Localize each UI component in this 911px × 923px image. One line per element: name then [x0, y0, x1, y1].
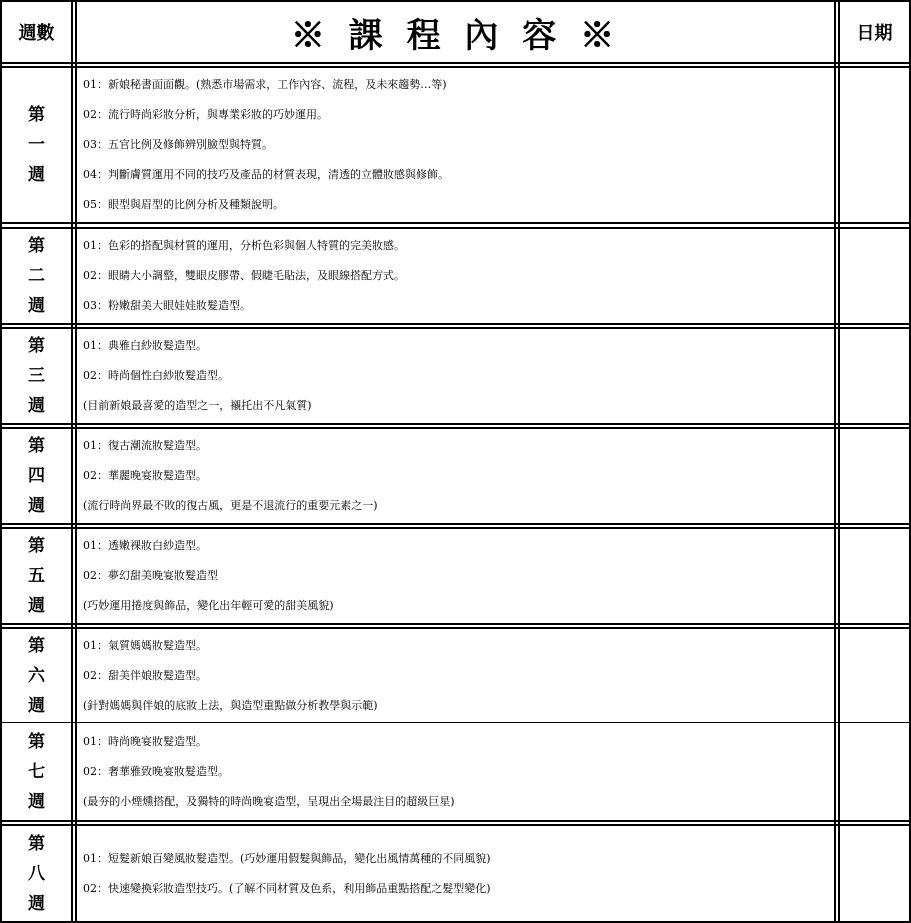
column-divider: [834, 0, 836, 923]
content-line: 01：色彩的搭配與材質的運用，分析色彩與個人特質的完美妝感。: [83, 239, 405, 252]
content-line: 01：復古潮流妝髮造型。: [83, 439, 207, 452]
week-4-date-cell: [840, 429, 909, 523]
column-divider: [71, 0, 73, 923]
week-5-label: 第 五 週: [28, 536, 45, 616]
content-line: (最夯的小煙燻搭配，及獨特的時尚晚宴造型，呈現出全場最注目的超級巨星): [83, 794, 455, 808]
week-2-content: [77, 229, 834, 323]
date-column-header: 日期: [856, 23, 893, 44]
week-8-date-cell: [840, 826, 909, 921]
content-line: 03：粉嫩甜美大眼娃娃妝髮造型。: [83, 299, 251, 312]
week-1-label: 第 一 週: [28, 105, 45, 185]
content-line: 02：甜美伴娘妝髮造型。: [83, 668, 207, 682]
content-line: 01：透嫩裸妝白紗造型。: [83, 539, 207, 552]
week-2-date-cell: [840, 229, 909, 323]
week-6-date-cell: [840, 629, 909, 722]
week-7-label: 第 七 週: [28, 731, 45, 812]
row-divider: [0, 523, 911, 525]
week-5-date-cell: [840, 529, 909, 623]
week-4-content: [77, 429, 834, 523]
course-content-title: ※ 課 程 內 容 ※: [290, 15, 621, 56]
content-line: 01：時尚晚宴妝髮造型。: [83, 734, 207, 748]
content-line: 02：眼睛大小調整，雙眼皮膠帶、假睫毛貼法，及眼線搭配方式。: [83, 269, 405, 282]
week-column-header: 週數: [18, 23, 55, 44]
row-divider: [0, 62, 911, 64]
content-line: 01：短髮新娘百變風妝髮造型。(巧妙運用假髮與飾品，變化出風情萬種的不同風貌): [83, 851, 491, 865]
week-3-label: 第 三 週: [28, 336, 45, 416]
content-line: 01：氣質媽媽妝髮造型。: [83, 638, 207, 652]
content-line: 02：華麗晚宴妝髮造型。: [83, 469, 207, 482]
content-line: 04：判斷膚質運用不同的技巧及產品的材質表現，清透的立體妝感與修飾。: [83, 168, 449, 181]
week-5-content: [77, 529, 834, 623]
content-line: 02：時尚個性白紗妝髮造型。: [83, 369, 229, 382]
content-line: (目前新娘最喜愛的造型之一，襯托出不凡氣質): [83, 399, 312, 412]
row-divider: [0, 423, 911, 425]
week-3-date-cell: [840, 329, 909, 423]
week-2-label: 第 二 週: [28, 236, 45, 316]
content-line: 02：夢幻甜美晚宴妝髮造型: [83, 569, 218, 582]
week-4-label: 第 四 週: [28, 436, 45, 516]
content-line: 05：眼型與眉型的比例分析及種類說明。: [83, 198, 284, 211]
content-line: 02：快速變換彩妝造型技巧。(了解不同材質及色系，利用飾品重點搭配之髮型變化): [83, 881, 491, 895]
content-line: (針對媽媽與伴娘的底妝上法，與造型重點做分析教學與示範): [83, 698, 378, 712]
content-line: (流行時尚界最不敗的復古風，更是不退流行的重要元素之一): [83, 499, 378, 512]
content-line: 01：新娘秘書面面觀。(熟悉市場需求，工作內容、流程，及未來趨勢…等): [83, 78, 447, 91]
week-3-content: [77, 329, 834, 423]
week-7-content: [77, 723, 834, 820]
content-line: 01：典雅白紗妝髮造型。: [83, 339, 207, 352]
content-line: 03：五官比例及修飾辨別臉型與特質。: [83, 138, 273, 151]
row-divider: [0, 623, 911, 625]
week-6-label: 第 六 週: [28, 635, 45, 716]
week-6-content: [77, 629, 834, 722]
row-divider: [0, 323, 911, 325]
week-1-content: [77, 68, 834, 222]
week-1-date-cell: [840, 68, 909, 222]
content-line: 02：奢華雅致晚宴妝髮造型。: [83, 764, 229, 778]
week-7-date-cell: [840, 723, 909, 820]
week-8-content: [77, 826, 834, 921]
row-divider: [0, 222, 911, 224]
content-line: (巧妙運用捲度與飾品，變化出年輕可愛的甜美風貌): [83, 599, 334, 612]
week-8-label: 第 八 週: [28, 833, 45, 914]
content-line: 02：流行時尚彩妝分析，與專業彩妝的巧妙運用。: [83, 108, 328, 121]
row-divider: [0, 820, 911, 822]
